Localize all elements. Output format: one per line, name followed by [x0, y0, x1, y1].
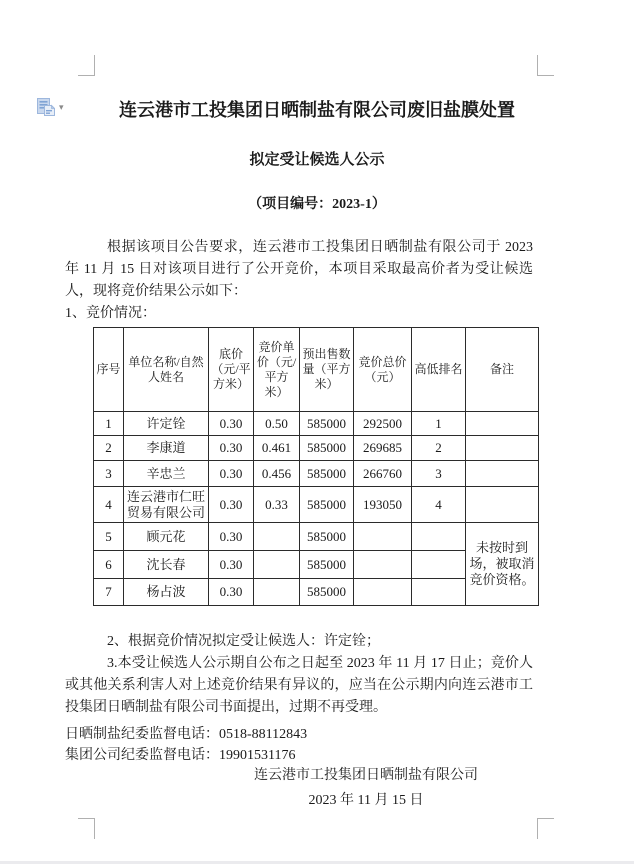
- table-cell: 沈长春: [124, 551, 209, 579]
- table-row: [94, 487, 539, 523]
- table-cell: [254, 551, 300, 579]
- table-cell: [412, 523, 466, 551]
- table-cell: 2: [94, 436, 124, 461]
- table-header-row: [94, 328, 539, 412]
- signature-block: [170, 763, 562, 813]
- col-header-rank: 高低排名: [412, 328, 466, 412]
- table-cell: 6: [94, 551, 124, 579]
- document-title-line2: 拟定受让候选人公示: [249, 152, 385, 168]
- table-cell: 0.30: [209, 487, 254, 523]
- signature-company: 连云港市工投集团日晒制盐有限公司: [254, 768, 478, 783]
- text-boundary-corner-bottom-right: [537, 818, 554, 839]
- text-boundary-corner-top-left: [78, 55, 95, 76]
- table-cell: 266760: [354, 461, 412, 487]
- table-cell: 0.50: [254, 412, 300, 436]
- table-cell: 0.30: [209, 523, 254, 551]
- table-cell: [412, 579, 466, 606]
- col-header-name: 单位名称/自然人姓名: [124, 328, 209, 412]
- publicity-period-paragraph: 3.本受让候选人公示期自公布之日起至 2023 年 11 月 17 日止；竞价人或其他关系利害人对上述竞价结果有异议的，应当在公示期内向连云港市工投集团日晒制盐有限公司书面提出，过期不再受理。: [65, 656, 533, 715]
- table-cell: 1: [412, 412, 466, 436]
- col-header-bid-unit-price: 竞价单价（元/平方米）: [254, 328, 300, 412]
- table-cell: 585000: [300, 461, 354, 487]
- supervision-phone-line2: 集团公司纪委监督电话：19901531176: [65, 748, 296, 763]
- text-boundary-corner-bottom-left: [78, 818, 95, 839]
- table-cell: 4: [412, 487, 466, 523]
- col-header-seq: 序号: [94, 328, 124, 412]
- table-cell: [354, 551, 412, 579]
- table-cell: [466, 412, 539, 436]
- table-row: [94, 436, 539, 461]
- table-cell: [254, 523, 300, 551]
- table-cell: 7: [94, 579, 124, 606]
- table-row: [94, 523, 539, 551]
- text-boundary-corner-top-right: [537, 55, 554, 76]
- candidate-paragraph: 2、根据竞价情况拟定受让候选人：许定铨；: [107, 634, 380, 649]
- table-cell: 0.30: [209, 436, 254, 461]
- table-cell: 585000: [300, 579, 354, 606]
- table-cell: [354, 579, 412, 606]
- table-cell: 3: [94, 461, 124, 487]
- table-cell: [466, 436, 539, 461]
- table-cell: 585000: [300, 487, 354, 523]
- table-cell: 杨占波: [124, 579, 209, 606]
- table-cell: 0.30: [209, 412, 254, 436]
- table-cell: 585000: [300, 523, 354, 551]
- col-header-base-price: 底价（元/平方米）: [209, 328, 254, 412]
- table-cell: 4: [94, 487, 124, 523]
- table-cell: [466, 461, 539, 487]
- table-cell: 0.456: [254, 461, 300, 487]
- table-cell: [254, 579, 300, 606]
- table-cell: 269685: [354, 436, 412, 461]
- document-title-line1: 连云港市工投集团日晒制盐有限公司废旧盐膜处置: [119, 100, 515, 120]
- disqualified-remark-cell: 未按时到场，被取消竞价资格。: [466, 523, 539, 606]
- table-cell: 0.30: [209, 551, 254, 579]
- table-cell: [412, 551, 466, 579]
- table-cell: 李康道: [124, 436, 209, 461]
- table-cell: 顾元花: [124, 523, 209, 551]
- table-cell: 0.30: [209, 579, 254, 606]
- intro-paragraph: 根据该项目公告要求，连云港市工投集团日晒制盐有限公司于 2023 年 11 月 15 日对该项目进行了公开竞价，本项目采取最高价者为受让候选人，现将竞价结果公示如下：: [65, 240, 533, 299]
- table-cell: 许定铨: [124, 412, 209, 436]
- signature-date: 2023 年 11 月 15 日: [308, 793, 424, 808]
- bid-table: [93, 327, 539, 606]
- table-cell: 1: [94, 412, 124, 436]
- table-cell: 585000: [300, 436, 354, 461]
- table-cell: 0.461: [254, 436, 300, 461]
- chevron-down-icon: ▾: [59, 101, 64, 112]
- col-header-total-price: 竞价总价（元）: [354, 328, 412, 412]
- table-cell: 2: [412, 436, 466, 461]
- table-cell: 585000: [300, 412, 354, 436]
- table-cell: [354, 523, 412, 551]
- project-number: （项目编号：2023-1）: [248, 197, 386, 212]
- bid-table-container: [93, 327, 539, 606]
- table-cell: 辛忠兰: [124, 461, 209, 487]
- table-cell: 0.33: [254, 487, 300, 523]
- table-cell: 0.30: [209, 461, 254, 487]
- supervision-phone-line1: 日晒制盐纪委监督电话：0518-88112843: [65, 727, 308, 742]
- col-header-quantity: 预出售数量（平方米）: [300, 328, 354, 412]
- table-row: [94, 412, 539, 436]
- table-cell: [466, 487, 539, 523]
- table-cell: 292500: [354, 412, 412, 436]
- col-header-remark: 备注: [466, 328, 539, 412]
- table-cell: 5: [94, 523, 124, 551]
- table-cell: 连云港市仁旺贸易有限公司: [124, 487, 209, 523]
- table-cell: 585000: [300, 551, 354, 579]
- table-cell: 193050: [354, 487, 412, 523]
- section1-heading: 1、竞价情况：: [65, 306, 156, 321]
- table-row: [94, 461, 539, 487]
- table-cell: 3: [412, 461, 466, 487]
